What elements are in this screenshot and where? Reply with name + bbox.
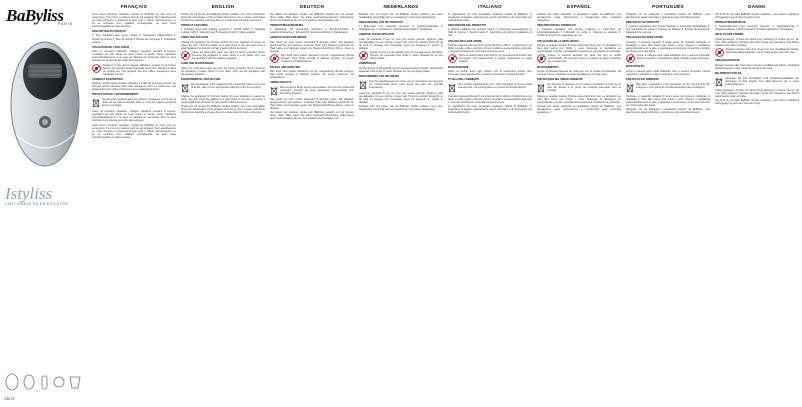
section-heading: MILJØBESKYTTELSE [715,71,742,75]
language-column-1 [92,4,176,402]
section-text: 1. Cabeça depiladora com pinças rotativas 2. Interruptor ligar/desligar 3. Luz indicadora de carga 4. Cabeça de barbear 5. Escova de limpeza 6. Adaptador de corrente [626,25,710,35]
recycling-text: Non smaltire l'apparecchio con i rifiuti domestici al termine della sua vita utile, ma consegnarlo a un centro di raccolta idoneo. [458,82,532,89]
section-heading: DESCRIZIONE DEL PRODOTTO [448,24,487,28]
recycling-block [359,80,443,90]
section-heading: CONSEILS D'ENTRETIEN [92,77,123,81]
recycling-block [537,83,621,93]
section-text: Limpie el cabezal después de cada uso con el cepillo suministrado. No sumerja nunca el aparato en agua. Guárdelo en un lugar seco. [537,69,621,76]
section-heading: PRODUCT FEATURES [181,24,208,28]
crossed-bin-icon [92,98,100,108]
section-text: Carregue o aparelho durante 8 horas antes da primeira utilização. A depilação é mais fácil numa pele limpa e seca. Segure a depiladora perpendicularmente à pele e desloque-a lentamente no sentido contrário ao crescimento dos pelos. [626,94,710,107]
column-title: FRANÇAIS [120,4,148,9]
column-body [448,13,532,114]
column-body [626,13,710,114]
section-text: Reinig de kop na elk gebruik met het meegeleverde borsteltje. Dompel het apparaat nooit onder in water. Bewaar het op een droge plaats. [359,66,443,73]
column-body [715,13,799,105]
section-text: 1. Epilating head with rotating tweezers 2. On/Off switch 3. Charging indicator light 4. Shaving head 5. Cleaning brush 6. Mains adaptor [181,28,265,35]
section-heading: GEBRUIK VAN DE EPILATOR [359,33,395,37]
warning-block [270,54,354,63]
section-heading: MANUTENÇÃO [626,65,645,69]
section-text: Oplad apparatet i 8 timer før første brug. Epilering er lettere på ren, tør hud. Hold epilatoren vinkelret på huden og før den langsomt mod hårets vækstretning uden at trykke. [715,37,799,47]
section-heading: PRODUKTBESCHREIBUNG [270,24,304,28]
recycling-block [181,83,265,93]
warning-block [181,51,265,60]
no-water-warning-icon [181,51,190,60]
section-text: Bedankt voor het kopen van de BaByliss Istyliss epilator. Lees deze handleiding zorgvuldig door en bewaar hem voor latere raadpleging. [359,105,443,112]
intro-text: Thank you for buying the BaByliss Istyliss epilator. For more information about the advantages of this product and how to use it, please read these instructions carefully and keep them in a safe place for future reference. [181,13,265,23]
no-water-warning-icon [448,54,457,63]
column-title: ESPAÑOL [567,4,591,9]
section-heading: BESCHRIJVING VAN HET PRODUCT [359,21,404,25]
column-body [181,13,265,114]
section-text: Avant la première utilisation, chargez l'appareil pendant 8 heures. L'épilation est plus facile sur peau propre et sèche. Tenez l'épilateur perpendiculairement à la peau et déplacez-le lentement dans le sens contraire de la pousse des poils sans appuyer. [92,49,176,62]
language-column-5 [448,4,532,402]
no-water-warning-icon [270,54,279,63]
section-heading: UMWELTSCHUTZ [270,80,292,84]
warning-block [715,48,799,57]
section-text: Cargue el aparato durante 8 horas antes del primer uso. La depilación es más fácil sobre piel limpia y seca. Sostenga la depiladora en perpendicular a la piel y desplácela lentamente a contrapelo sin presionar. [537,43,621,53]
section-text: Das Gerät vor dem ersten Gebrauch 8 Stunden laden. Die Epilation gelingt leichter auf sauberer, trockener Haut. Den Epilierer senkrecht zur Haut halten und langsam gegen die Haarwuchsrichtung führen, ohne zu drücken. [270,97,354,111]
recycling-block [715,77,799,87]
intro-text: Obrigado por ter adquirido a depiladora Istyliss da BaByliss. Leia atentamente estas instruções e guarde-as para consultas futuras. [626,13,710,20]
no-water-warning-icon [715,48,724,57]
warning-text: Rengør hovedet efter hver brug med den medfølgende børste. Nedsænk aldrig apparatet i vand. Opbevar det på et tørt sted. [726,48,799,55]
section-heading: BRUG AF EPILATOREN [715,33,744,37]
intro-text: Gracias por haber adquirido la depiladora Istyliss de BaByliss. Lea atentamente estas instrucciones y consérvelas para consultas posteriores. [537,13,621,23]
column-body [92,13,176,139]
section-text: 1. Tête d'épilation avec pince rotative 2. Interrupteur Marche/Arrêt 3. Voyant de charge 4. Tête de rasage 5. Brosse de nettoyage 6. Adaptateur secteur [92,34,176,44]
recycling-text: Gooi het apparaat aan het einde van de levensduur niet weg met het huishoudelijk afval, maar breng het naar een geschikt inzamelpunt. [369,79,443,89]
crossed-bin-icon [270,86,278,96]
warning-text: Nettoyez la tête après chaque utilisation à l'aide de la brosse fournie. Ne plongez jamais l'appareil dans l'eau. Rangez-le dans un endroit sec. Cet appareil doit être utilisé uniquement avec l'adaptateur fourni. [103,63,176,76]
section-text: Clean the head after each use with the brush provided. Never immerse the appliance in water. Store in a dry place. Only use the appliance with the adaptor supplied. [181,66,265,76]
warning-block [448,54,532,63]
crossed-bin-icon [181,83,189,93]
section-text: Rengør hovedet efter hver brug med den medfølgende børste. Nedsænk aldrig apparatet i vand. Opbevar det på et tørt sted. [715,63,799,70]
recycling-text: Apparatet må ikke bortskaffes med husholdningsaffaldet ved slutningen af dets levetid, men skal afleveres på et egnet indsamlingssted. [725,76,799,86]
section-text: Caricare l'apparecchio per 8 ore prima del primo utilizzo. L'epilazione è più facile su pelle pulita e asciutta. Tenere l'epilatore perpendicolare alla pelle e muoverlo lentamente contropelo senza premere. [448,94,532,104]
warning-text: Den Kopf nach jedem Gebrauch mit der mitgelieferten Bürste reinigen. Das Gerät niemals in Wasser tauchen. An einem trockenen Ort aufbewahren. [281,54,354,64]
model-code: G817E [4,397,15,401]
section-text: Limpe a cabeça após cada utilização com a escova fornecida. Nunca mergulhe o aparelho em água. Guarde-o num local seco. [626,69,710,76]
section-heading: CARE AND MAINTENANCE [181,62,214,66]
section-text: Sie haben den Epilierer Istyliss von BaByliss gekauft und wir danken Ihnen dafür. Bitte lesen Sie diese Gebrauchsanweisung aufmerksam durch und bewahren Sie sie zum späteren Nachschlagen auf. [270,111,354,121]
warning-text: Limpie el cabezal después de cada uso con el cepillo suministrado. No sumerja nunca el aparato en agua. Guárdelo en un lugar seco. [548,54,621,64]
warning-block [359,51,443,60]
recycling-text: Do not dispose of the appliance with household waste at the end of its life; take it to an appropriate collection point for recycling. [191,82,265,89]
language-column-3 [270,4,354,402]
column-body [537,13,621,114]
section-text: Den Kopf nach jedem Gebrauch mit der mitgelieferten Bürste reinigen. Das Gerät niemals in Wasser tauchen. An einem trockenen Ort aufbewahren. [270,69,354,79]
recycling-text: No deseche el aparato con la basura doméstica al final de su vida útil; llévelo a un punto de recogida adecuado para su reciclaje. [547,82,621,92]
column-title: PORTUGUÊS [652,4,684,9]
section-heading: DESCRIPCIÓN DEL PRODUCTO [537,24,576,28]
cover-panel [0,0,88,407]
warning-text: Pulire la testina dopo ogni utilizzo con la spazzolina fornita. Non immergere mai l'apparecchio in acqua. Conservare in luogo asciutto. [459,54,532,64]
column-title: DANSK [748,4,766,9]
no-water-warning-icon [359,51,368,60]
section-heading: DESCRIÇÃO DO PRODUTO [626,21,660,25]
column-body [270,13,354,120]
crossed-bin-icon [715,77,723,87]
crossed-bin-icon [448,83,456,93]
crossed-bin-icon [537,83,545,93]
section-text: 1. Testina epilatrice con pinzette rotanti 2. Interruttore acceso/spento 3. Spia di ricarica 4. Testina rasoio 5. Spazzolina di pulizia 6. Adattatore di rete [448,28,532,38]
column-title: DEUTSCH [299,4,325,9]
warning-block [92,64,176,76]
brand-logo: BaByliss [6,6,64,25]
section-heading: PRODUKTBESKRIVELSE [715,21,746,25]
warning-text: Reinig de kop na elk gebruik met het meegeleverde borsteltje. Dompel het apparaat nooit onder in water. Bewaar het op een droge plaats. [370,51,443,61]
intro-text: Bedankt voor het kopen van de BaByliss Istyliss epilator. Lees deze handleiding zorgvuldig door en bewaar hem voor latere raadpleging. [359,13,443,20]
language-column-4 [359,4,443,402]
recycling-text: Não deite o aparelho no lixo doméstico no fim da sua vida útil; entregue-o num ponto de recolha adequado para reciclagem. [636,82,710,89]
no-water-warning-icon [626,54,635,63]
section-text: Pulire la testina dopo ogni utilizzo con la spazzolina fornita. Non immergere mai l'apparecchio in acqua. Conservare in luogo asciutto. [448,69,532,76]
section-text: 1. Epileringshoved med roterende pincetter 2. Tænd/sluk-knap 3. Opladningslampe 4. Barberhoved 5. Rengøringsbørste 6. Netadapter [715,25,799,32]
section-heading: PROTEÇÃO DO AMBIENTE [626,77,659,81]
recycling-block [270,86,354,96]
section-heading: ONDERHOUD [359,62,376,66]
section-text: Carregue o aparelho durante 8 horas antes da primeira utilização. A depilação é mais fácil numa pele limpa e seca. Segure a depiladora perpendicularmente à pele e desloque-a lentamente no sentido contrário ao crescimento dos pelos. [626,40,710,53]
section-text: Laad het apparaat 8 uur op voor het eerste gebruik. Epileren gaat gemakkelijker op een schone, droge huid. Houd de epilator loodrecht op de huid en beweeg hem langzaam tegen de haargroei in zonder te drukken. [359,91,443,104]
warning-text: Limpe a cabeça após cada utilização com a escova fornecida. Nunca mergulhe o aparelho em água. Guarde-o num local seco. [637,54,710,61]
section-text: Charge the appliance for 8 hours before first use. Epilation is easier on clean, dry skin. Hold the epilator at a right angle to the skin and move it slowly against the direction of hair growth without pressing. [181,94,265,104]
recycling-block [448,83,532,93]
warning-block [626,54,710,63]
section-heading: MANTENIMIENTO [537,65,559,69]
section-heading: BESCHERMING VAN HET MILIEU [359,74,400,78]
column-title: ITALIANO [478,4,502,9]
epilator-product-image [6,34,84,174]
recycling-block [92,98,176,108]
language-column-8 [715,4,799,402]
section-text: Tak fordi du har købt BaByliss Istyliss epilatoren. Læs denne vejledning omhyggeligt og gem den til senere brug. [715,99,799,106]
section-text: 1. Epilierkopf mit rotierenden Pinzetten 2. Ein/Aus-Schalter 3. Ladekontrollleuchte 4. Scherkopf 5. Reinigungsbürste 6. Netzadapter [270,28,354,35]
section-heading: UTILIZAÇÃO DA DEPILADORA [626,36,664,40]
recycling-text: Das Gerät am Ende seiner Lebensdauer nicht mit dem Hausmüll entsorgen, sondern bei einer geeigneten Sammelstelle zum Recycling abgeben. [280,85,354,96]
section-heading: UTILIZZO DELL'EPILATORE [448,39,482,43]
language-column-6 [537,4,621,402]
section-heading: ENVIRONMENTAL PROTECTION [181,77,221,81]
column-body [359,13,443,111]
accessories-icon-row [4,373,84,391]
section-heading: PROTECTION DE L'ENVIRONNEMENT [92,93,139,97]
intro-text: Vi ringraziamo per aver acquistato l'epilatore Istyliss di BaByliss. Vi preghiamo di leggere attentamente queste istruzioni e di conservarle per consultazioni future. [448,13,532,23]
section-text: Laad het apparaat 8 uur op voor het eerste gebruik. Epileren gaat gemakkelijker op een schone, droge huid. Houd de epilator loodrecht op de huid en beweeg hem langzaam tegen de haargroei in zonder te drukken. [359,37,443,50]
brand-subtitle: PARIS [58,22,74,26]
section-heading: GEBRAUCH DES EPILIERERS [270,36,307,40]
section-heading: TUTELA DELL'AMBIENTE [448,77,480,81]
crossed-bin-icon [359,80,367,90]
section-heading: DESCRIPTION DU PRODUIT [92,30,126,34]
intro-text: Tak fordi du har købt BaByliss Istyliss epilatoren. Læs denne vejledning omhyggeligt og gem den til senere brug. [715,13,799,20]
section-heading: UTILIZACIÓN DE LA DEPILADORA [537,39,579,43]
section-text: Gracias por haber adquirido la depiladora Istyliss de BaByliss. Lea atentamente estas instrucciones y consérvelas para consultas posteriores. [537,105,621,115]
section-text: Charge the appliance for 8 hours before first use. Epilation is easier on clean, dry skin. Hold the epilator at a right angle to the skin and move it slowly against the direction of hair growth without pressing. [181,40,265,50]
section-heading: USING THE EPILATOR [181,36,209,40]
section-heading: MANUTENZIONE [448,65,469,69]
language-column-2 [181,4,265,402]
language-column-7 [626,4,710,402]
section-text: 1. Epileerkop met roterende pincetten 2. Aan/uit-schakelaar 3. Oplaadlampje 4. Scheerkop 5. Reinigingsborsteltje 6. Netadapter [359,25,443,32]
intro-text: Vous venez d'acheter l'épilateur Istyliss de BaByliss et nous vous en remercions. Pour tirer le meilleur parti de cet appareil, lisez attentivement ce mode d'emploi et conservez-le pour vous y référer ultérieurement. Le kit se compose d'un épilateur rechargeable, de deux têtes interchangeables et d'accessoires. [92,13,176,29]
no-water-warning-icon [92,64,101,73]
section-text: Obrigado por ter adquirido a depiladora Istyliss da BaByliss. Leia atentamente estas instruções e guarde-as para consultas futuras. [626,108,710,115]
intro-text: Sie haben den Epilierer Istyliss von BaByliss gekauft und wir danken Ihnen dafür. Bitte lesen Sie diese Gebrauchsanweisung aufmerksam durch und bewahren Sie sie zum späteren Nachschlagen auf. [270,13,354,23]
section-text: Avant la première utilisation, chargez l'appareil pendant 8 heures. L'épilation est plus facile sur peau propre et sèche. Tenez l'épilateur perpendiculairement à la peau et déplacez-le lentement dans le sens contraire de la pousse des poils sans appuyer. [92,110,176,123]
column-title: ENGLISH [211,4,235,9]
crossed-bin-icon [626,83,634,93]
recycling-block [626,83,710,93]
warning-text: Clean the head after each use with the brush provided. Never immerse the appliance in water. Store in a dry place. Only use the appliance with the adaptor supplied. [192,51,265,61]
section-text: Thank you for buying the BaByliss Istyliss epilator. For more information about the advantages of this product and how to use it, please read these instructions carefully and keep them in a safe place for future reference. [181,105,265,115]
column-title: NEDERLANDS [383,4,419,9]
product-tagline: LADY SHAVE PILES EPILATOR [5,202,69,206]
section-text: Vous venez d'acheter l'épilateur Istyliss de BaByliss et nous vous en remercions. Pour tirer le meilleur parti de cet appareil, lisez attentivement ce mode d'emploi et conservez-le pour vous y référer ultérieurement. Le kit se compose d'un épilateur rechargeable, de deux têtes interchangeables et d'accessoires. [92,123,176,139]
section-heading: PFLEGE UND WARTUNG [270,65,301,69]
section-heading: PROTECCIÓN DEL MEDIO AMBIENTE [537,77,583,81]
section-text: Das Gerät vor dem ersten Gebrauch 8 Stunden laden. Die Epilation gelingt leichter auf sauberer, trockener Haut. Den Epilierer senkrecht zur Haut halten und langsam gegen die Haarwuchsrichtung führen, ohne zu drücken. [270,40,354,53]
section-text: Vi ringraziamo per aver acquistato l'epilatore Istyliss di BaByliss. Vi preghiamo di leggere attentamente queste istruzioni e di conservarle per consultazioni future. [448,105,532,115]
section-text: Oplad apparatet i 8 timer før første brug. Epilering er lettere på ren, tør hud. Hold epilatoren vinkelret på huden og før den langsomt mod hårets vækstretning uden at trykke. [715,88,799,98]
product-name: Istyliss [5,184,53,203]
no-water-warning-icon [537,54,546,63]
section-heading: UTILISATION DE L'ÉPILATEUR [92,45,130,49]
section-text: Nettoyez la tête après chaque utilisation à l'aide de la brosse fournie. Ne plongez jamais l'appareil dans l'eau. Rangez-le dans un endroit sec. Cet appareil doit être utilisé uniquement avec l'adaptateur fourni. [92,81,176,92]
recycling-text: Ne pas jeter l'appareil avec les ordures ménagères à la fin de sa durée de vie mais le déposer dans un point de collecte approprié pour le recyclage. [102,98,176,108]
section-text: Caricare l'apparecchio per 8 ore prima del primo utilizzo. L'epilazione è più facile su pelle pulita e asciutta. Tenere l'epilatore perpendicolare alla pelle e muoverlo lentamente contropelo senza premere. [448,43,532,53]
section-text: 1. Cabezal depilador con pinzas rotativas 2. Interruptor de encendido/apagado 3. Indicador de carga 4. Cabezal de afeitado 5. Cepillo de limpieza 6. Adaptador de red [537,28,621,38]
section-heading: VEDLIGEHOLDELSE [715,59,741,63]
warning-block [537,54,621,63]
section-text: Cargue el aparato durante 8 horas antes del primer uso. La depilación es más fácil sobre piel limpia y seca. Sostenga la depiladora en perpendicular a la piel y desplácela lentamente a contrapelo sin presionar. [537,94,621,104]
